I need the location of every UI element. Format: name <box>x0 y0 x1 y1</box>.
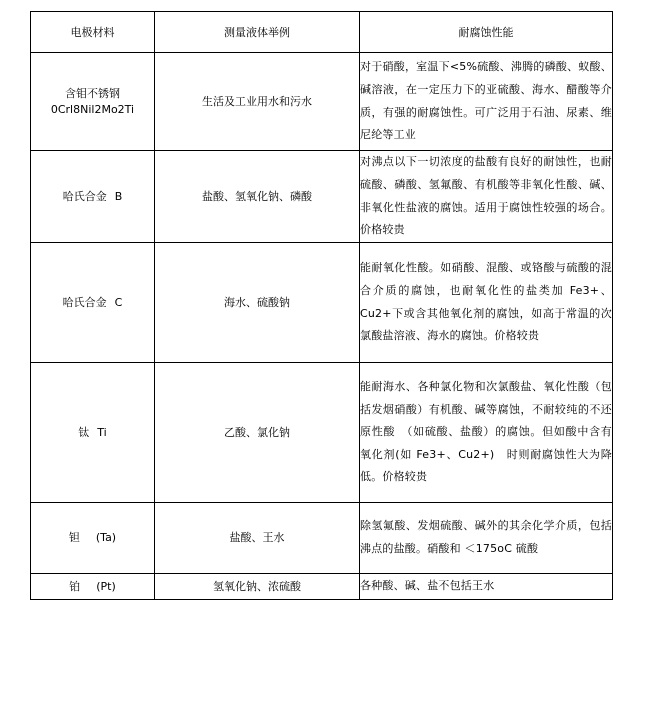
material-name: 含钼不锈钢 <box>65 86 120 100</box>
table-header-row <box>31 12 613 53</box>
performance-cell: 能耐氧化性酸。如硝酸、混酸、或铬酸与硫酸的混合介质的腐蚀，也耐氧化性的盐类加 Fe3+、Cu2+下或含其他氧化剂的腐蚀，如高于常温的次氯酸盐溶液、海水的腐蚀。价格较贵 <box>360 243 613 363</box>
material-name: 哈氏合金 <box>62 295 107 309</box>
material-grade: 0Crl8Nil2Mo2Ti <box>50 102 135 116</box>
material-name: 哈氏合金 <box>62 189 107 203</box>
liquid-cell: 盐酸、氢氧化钠、磷酸 <box>155 151 360 243</box>
material-cell <box>31 243 155 363</box>
performance-cell: 对于硝酸，室温下<5%硫酸、沸腾的磷酸、蚁酸、碱溶液，在一定压力下的亚硫酸、海水、醋酸等介质，有强的耐腐蚀性。可广泛用于石油、尿素、维尼纶等工业 <box>360 53 613 151</box>
material-name: 钛 <box>78 425 90 439</box>
material-code: (Pt) <box>96 579 116 593</box>
table-row <box>31 53 613 151</box>
header-electrode-material: 电极材料 <box>31 12 155 53</box>
material-cell <box>31 363 155 503</box>
liquid-cell: 海水、硫酸钠 <box>155 243 360 363</box>
performance-cell: 各种酸、碱、盐不包括王水 <box>360 574 613 600</box>
header-corrosion-resistance: 耐腐蚀性能 <box>360 12 613 53</box>
table-row <box>31 503 613 574</box>
performance-cell: 能耐海水、各种氯化物和次氯酸盐、氧化性酸（包括发烟硝酸）有机酸、碱等腐蚀，不耐较纯的不还原性酸 （如硫酸、盐酸）的腐蚀。但如酸中含有氧化剂(如 Fe3+、Cu2+) 时则耐腐蚀性大为降低。价格较贵 <box>360 363 613 503</box>
table-row <box>31 151 613 243</box>
material-code: B <box>114 189 123 203</box>
liquid-cell: 乙酸、氯化钠 <box>155 363 360 503</box>
material-code: C <box>114 295 123 309</box>
table-row <box>31 243 613 363</box>
liquid-cell: 氢氧化钠、浓硫酸 <box>155 574 360 600</box>
material-cell <box>31 53 155 151</box>
table-row <box>31 363 613 503</box>
header-measured-liquid: 测量液体举例 <box>155 12 360 53</box>
material-cell <box>31 574 155 600</box>
material-cell <box>31 151 155 243</box>
performance-cell: 除氢氟酸、发烟硫酸、碱外的其余化学介质，包括沸点的盐酸。硝酸和 ＜175oC 硫酸 <box>360 503 613 574</box>
material-code: Ti <box>97 425 107 439</box>
material-code: (Ta) <box>95 531 117 544</box>
liquid-cell: 生活及工业用水和污水 <box>155 53 360 151</box>
material-name: 铂 <box>69 579 81 593</box>
material-name: 钽 <box>68 531 80 544</box>
corrosion-resistance-table <box>30 11 613 600</box>
liquid-cell: 盐酸、王水 <box>155 503 360 574</box>
material-cell <box>31 503 155 574</box>
table-row <box>31 574 613 600</box>
performance-cell: 对沸点以下一切浓度的盐酸有良好的耐蚀性，也耐硫酸、磷酸、氢氟酸、有机酸等非氧化性酸、碱、非氧化性盐液的腐蚀。适用于腐蚀性较强的场合。价格较贵 <box>360 151 613 243</box>
